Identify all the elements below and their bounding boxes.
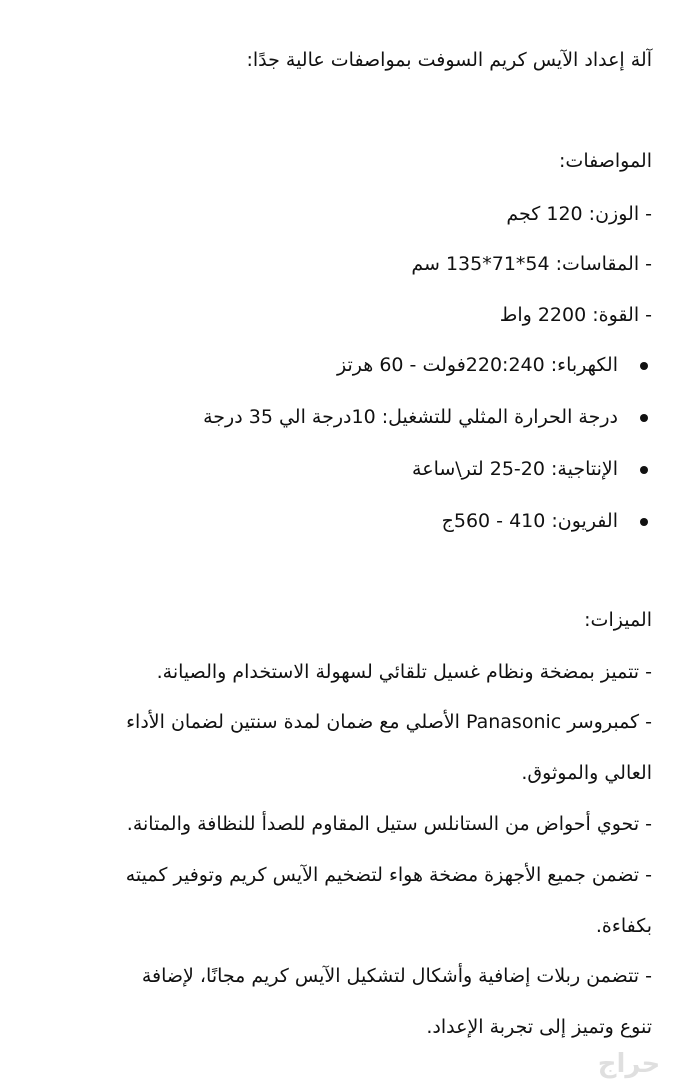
feature-line: بكفاءة. <box>595 915 652 937</box>
haraj-watermark <box>574 1042 684 1082</box>
feature-line: العالي والموثوق. <box>521 762 652 784</box>
feature-line: - تضمن جميع الأجهزة مضخة هواء لتضخيم الآيس كريم وتوفير كميته <box>125 864 652 886</box>
feature-line: - تتميز بمضخة ونظام غسيل تلقائي لسهولة الاستخدام والصيانة. <box>156 661 652 683</box>
spec-bullet-production: الإنتاجية: 20-25 لتر\ساعة <box>40 455 652 483</box>
feature-line: - تحوي أحواض من الستانلس ستيل المقاوم للصدأ للنظافة والمتانة. <box>126 813 652 835</box>
feature-line: - تتضمن ربلات إضافية وأشكال لتشكيل الآيس كريم مجانًا، لإضافة <box>141 965 652 987</box>
specs-heading: المواصفات: <box>559 150 652 172</box>
spec-bullet-freon: الفريون: 410 - 560ج <box>40 507 652 535</box>
page-title: آلة إعداد الآيس كريم السوفت بمواصفات عالية جدًا: <box>246 49 652 71</box>
bullet-dot-icon <box>640 466 648 474</box>
svg-text:حراج: حراج <box>597 1049 661 1079</box>
bullet-dot-icon <box>640 362 648 370</box>
spec-bullet-temperature: درجة الحرارة المثلي للتشغيل: 10درجة الي 35 درجة <box>40 403 652 431</box>
bullet-dot-icon <box>640 518 648 526</box>
spec-weight: - الوزن: 120 كجم <box>506 203 652 225</box>
features-heading: الميزات: <box>584 609 652 631</box>
spec-power: - القوة: 2200 واط <box>499 304 652 326</box>
haraj-logo-icon <box>574 1042 684 1082</box>
bullet-dot-icon <box>640 414 648 422</box>
spec-bullet-electricity: الكهرباء: 220:240فولت - 60 هرتز <box>40 351 652 379</box>
feature-line: - كمبروسر Panasonic الأصلي مع ضمان لمدة سنتين لضمان الأداء <box>126 711 652 733</box>
spec-dimensions: - المقاسات: 54*71*135 سم <box>411 253 652 275</box>
feature-line: تنوع وتميز إلى تجربة الإعداد. <box>426 1016 652 1038</box>
